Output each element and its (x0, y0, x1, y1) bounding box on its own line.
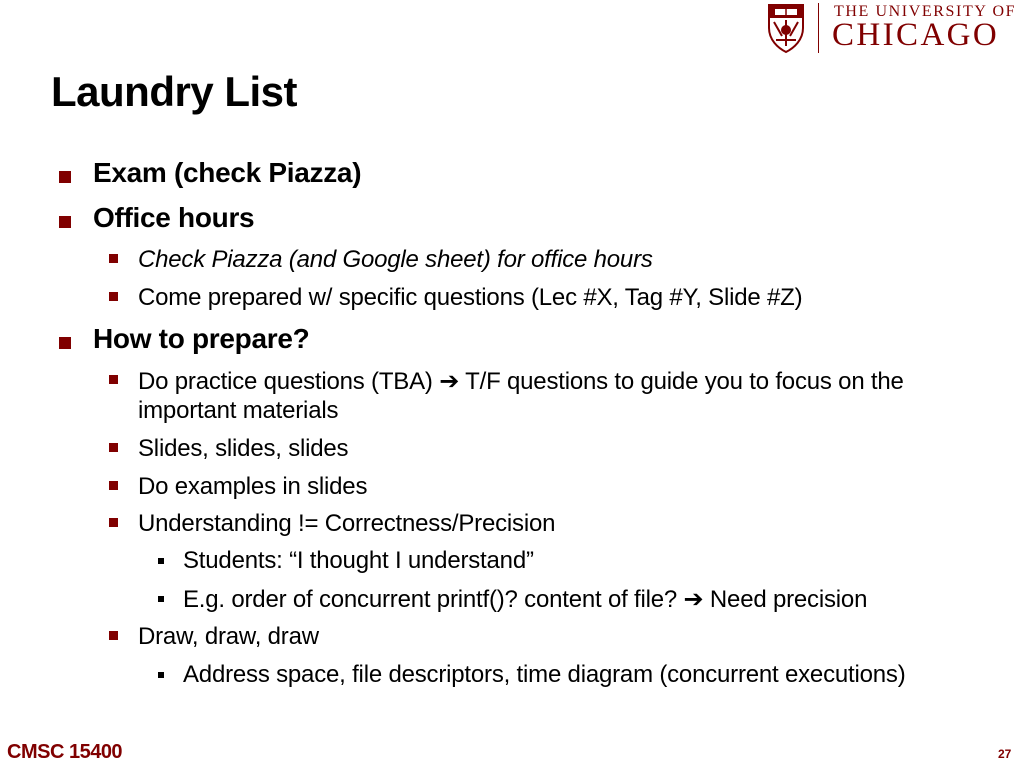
page-number: 27 (998, 747, 1012, 761)
bullet-come-prepared: Come prepared w/ specific questions (Lec #X, Tag #Y, Slide #Z) (138, 284, 803, 311)
bullet-address-space: Address space, file descriptors, time diagram (concurrent executions) (183, 661, 906, 688)
logo-text-top: THE UNIVERSITY OF (834, 3, 1017, 20)
bullet-marker-l1 (59, 337, 71, 349)
course-code: CMSC 15400 (7, 741, 123, 763)
bullet-eg-order (183, 585, 867, 614)
bullet-marker-l2 (109, 631, 118, 640)
bullet-practice-questions-cont: important materials (138, 397, 339, 424)
bullet-office-hours: Office hours (93, 202, 255, 233)
bullet-marker-l2 (109, 481, 118, 490)
bullet-marker-l2 (109, 518, 118, 527)
eg-order-result: Need precision (709, 586, 868, 613)
bullet-how-to-prepare: How to prepare? (93, 323, 310, 354)
practice-questions-result: T/F questions to guide you to focus on the (465, 368, 904, 395)
bullet-practice-questions (138, 367, 904, 396)
bullet-marker-l3 (158, 596, 164, 602)
bullet-marker-l1 (59, 216, 71, 228)
right-arrow-icon: ➔ (683, 586, 704, 613)
bullet-slides: Slides, slides, slides (138, 435, 349, 462)
bullet-draw: Draw, draw, draw (138, 623, 319, 650)
bullet-marker-l2 (109, 375, 118, 384)
bullet-marker-l2 (109, 292, 118, 301)
bullet-exam: Exam (check Piazza) (93, 157, 362, 188)
bullet-marker-l3 (158, 558, 164, 564)
bullet-check-piazza: Check Piazza (and Google sheet) for office hours (138, 246, 653, 273)
bullet-marker-l2 (109, 254, 118, 263)
bullet-students: Students: “I thought I understand” (183, 547, 534, 574)
right-arrow-icon: ➔ (439, 368, 460, 395)
bullet-marker-l3 (158, 672, 164, 678)
bullet-marker-l2 (109, 443, 118, 452)
slide-title: Laundry List (51, 68, 298, 115)
practice-questions-text: Do practice questions (TBA) (138, 368, 433, 395)
bullet-do-examples: Do examples in slides (138, 473, 368, 500)
bullet-marker-l1 (59, 171, 71, 183)
eg-order-text: E.g. order of concurrent printf()? content of file? (183, 586, 678, 613)
bullet-understanding: Understanding != Correctness/Precision (138, 510, 556, 537)
logo-text-main: CHICAGO (832, 17, 1000, 53)
